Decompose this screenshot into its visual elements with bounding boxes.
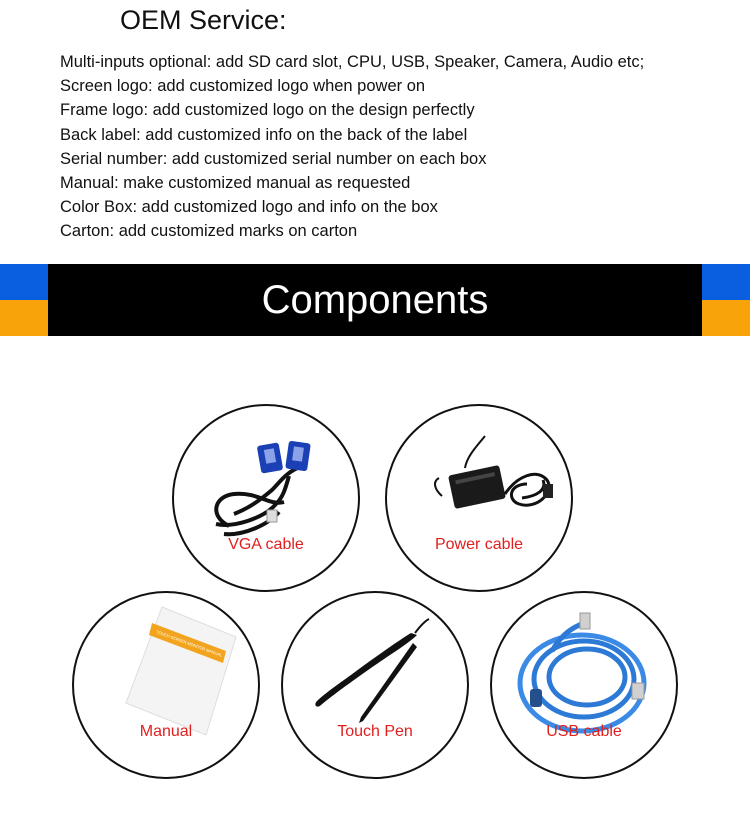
component-label: Touch Pen — [337, 723, 413, 740]
banner-blue-block-left — [0, 264, 48, 300]
banner-title: Components — [261, 278, 489, 322]
usb-cable-image — [492, 593, 676, 777]
oem-item: Color Box: add customized logo and info on the box — [60, 198, 438, 217]
oem-item: Carton: add customized marks on carton — [60, 222, 358, 241]
banner-blue-block-right — [702, 264, 750, 300]
component-usb-cable — [490, 591, 678, 779]
component-vga-cable — [172, 404, 360, 592]
oem-item: Back label: add customized info on the back of the label — [60, 125, 468, 144]
component-manual — [72, 591, 260, 779]
banner-title-bar — [48, 264, 702, 336]
manual-cover-text: TOUCH SCREEN MONITOR MANUAL — [155, 629, 223, 658]
component-label: Power cable — [434, 536, 524, 553]
power-adapter-image — [387, 406, 571, 590]
component-power-cable — [385, 404, 573, 592]
banner-orange-block-right — [702, 300, 750, 336]
touch-pen-image — [283, 593, 467, 777]
banner-orange-block-left — [0, 300, 48, 336]
component-label: USB cable — [546, 723, 622, 740]
oem-item: Manual: make customized manual as requested — [60, 174, 411, 193]
oem-item: Screen logo: add customized logo when power on — [60, 77, 426, 96]
oem-item: Frame logo: add customized logo on the design perfectly — [60, 101, 475, 120]
oem-item: Serial number: add customized serial number on each box — [60, 149, 487, 168]
component-label: VGA cable — [228, 536, 304, 553]
oem-item: Multi-inputs optional: add SD card slot, CPU, USB, Speaker, Camera, Audio etc; — [60, 53, 645, 71]
component-label: Manual — [139, 723, 193, 740]
oem-title: OEM Service: — [120, 5, 287, 35]
oem-service-list — [60, 50, 644, 244]
vga-cable-image — [174, 406, 358, 590]
components-banner — [0, 264, 750, 336]
manual-image — [74, 593, 258, 777]
component-touch-pen — [281, 591, 469, 779]
